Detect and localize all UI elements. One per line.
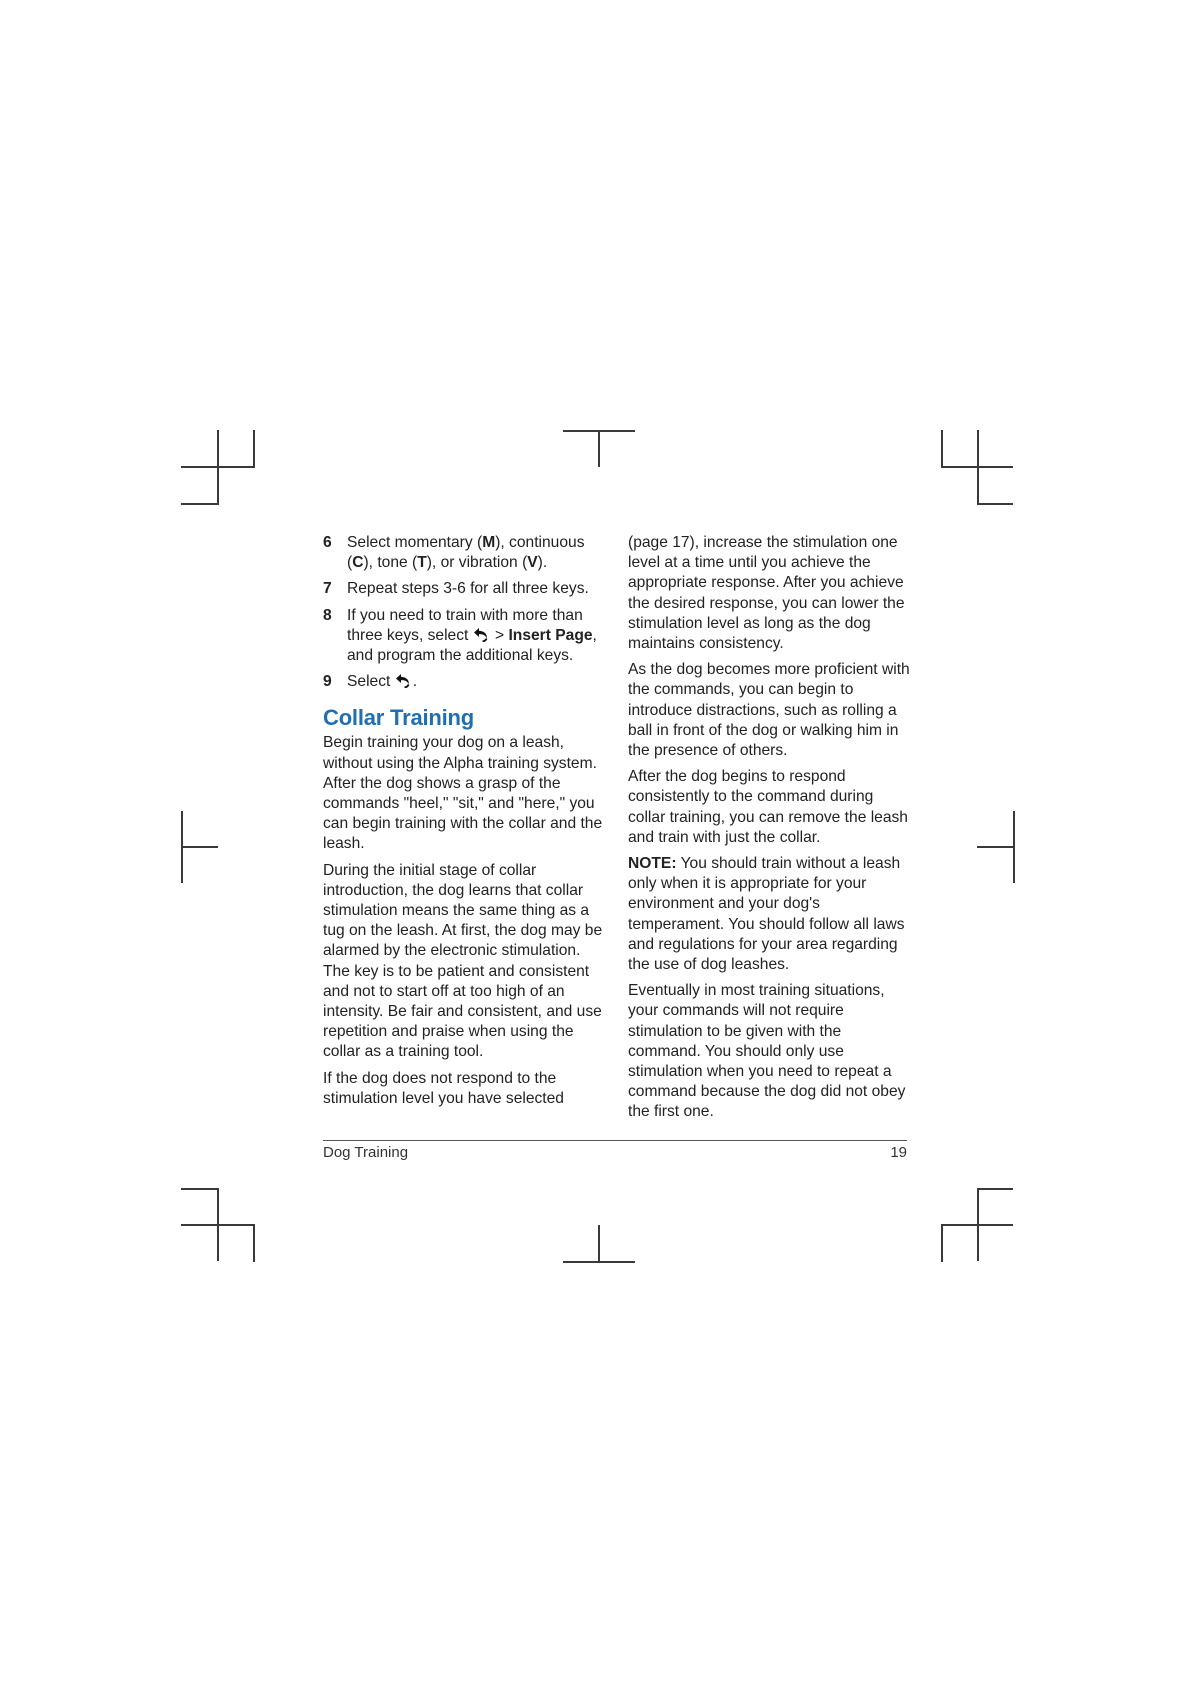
back-arrow-icon: [473, 627, 491, 642]
left-column: [323, 533, 609, 1115]
step-number: 6: [323, 534, 332, 551]
step-8: 8 If you need to train with more than three keys, select > Insert Page, and program the additional keys.: [323, 606, 597, 665]
section-title: Collar Training: [323, 705, 475, 731]
paragraph: After the dog begins to respond consistently to the command during collar training, you can remove the leash and train with just the collar.: [628, 768, 908, 846]
step-number: 8: [323, 606, 332, 624]
right-column: [628, 533, 914, 1129]
step-9: 9 Select .: [323, 672, 609, 692]
step-7: 7 Repeat steps 3-6 for all three keys.: [323, 579, 609, 599]
paragraph: (page 17), increase the stimulation one level at a time until you achieve the appropriate response. After you achieve the desired response, you can lower the stimulation level as long as the dog maintains consistency.: [628, 534, 905, 653]
footer-rule: [323, 1140, 907, 1141]
paragraph: Eventually in most training situations, your commands will not require stimulation to be given with the command. You should only use stimulation when you need to repeat a command because the dog did not obey the first one.: [628, 982, 906, 1121]
page-number: 19: [890, 1144, 907, 1161]
footer-section: Dog Training: [323, 1144, 409, 1161]
note-label: NOTE:: [628, 855, 677, 873]
paragraph: During the initial stage of collar introduction, the dog learns that collar stimulation means the same thing as a tug on the leash. At first, the dog may be alarmed by the electronic stimulation. The key is to be patient and consistent and not to start off at too high of an intensity. Be fair and consistent, and use repetition and praise when using the collar as a training tool.: [323, 861, 603, 1061]
paragraph: As the dog becomes more proficient with the commands, you can begin to introduce distractions, such as rolling a ball in front of the dog or walking him in the presence of others.: [628, 661, 910, 760]
back-arrow-icon: [395, 673, 413, 688]
step-6: 6 Select momentary (M), continuous (C), tone (T), or vibration (V).: [323, 534, 585, 572]
step-number: 9: [323, 673, 332, 691]
paragraph: If the dog does not respond to the stimulation level you have selected: [323, 1069, 564, 1107]
paragraph: Begin training your dog on a leash, without using the Alpha training system. After the dog shows a grasp of the commands "heel," "sit," and "here," you can begin training with the collar and the leash.: [323, 734, 603, 853]
note: NOTE: You should train without a leash only when it is appropriate for your environment and your dog's temperament. You should follow all laws and regulations for your area regarding the use of dog leashes.: [628, 855, 905, 974]
step-number: 7: [323, 580, 332, 598]
